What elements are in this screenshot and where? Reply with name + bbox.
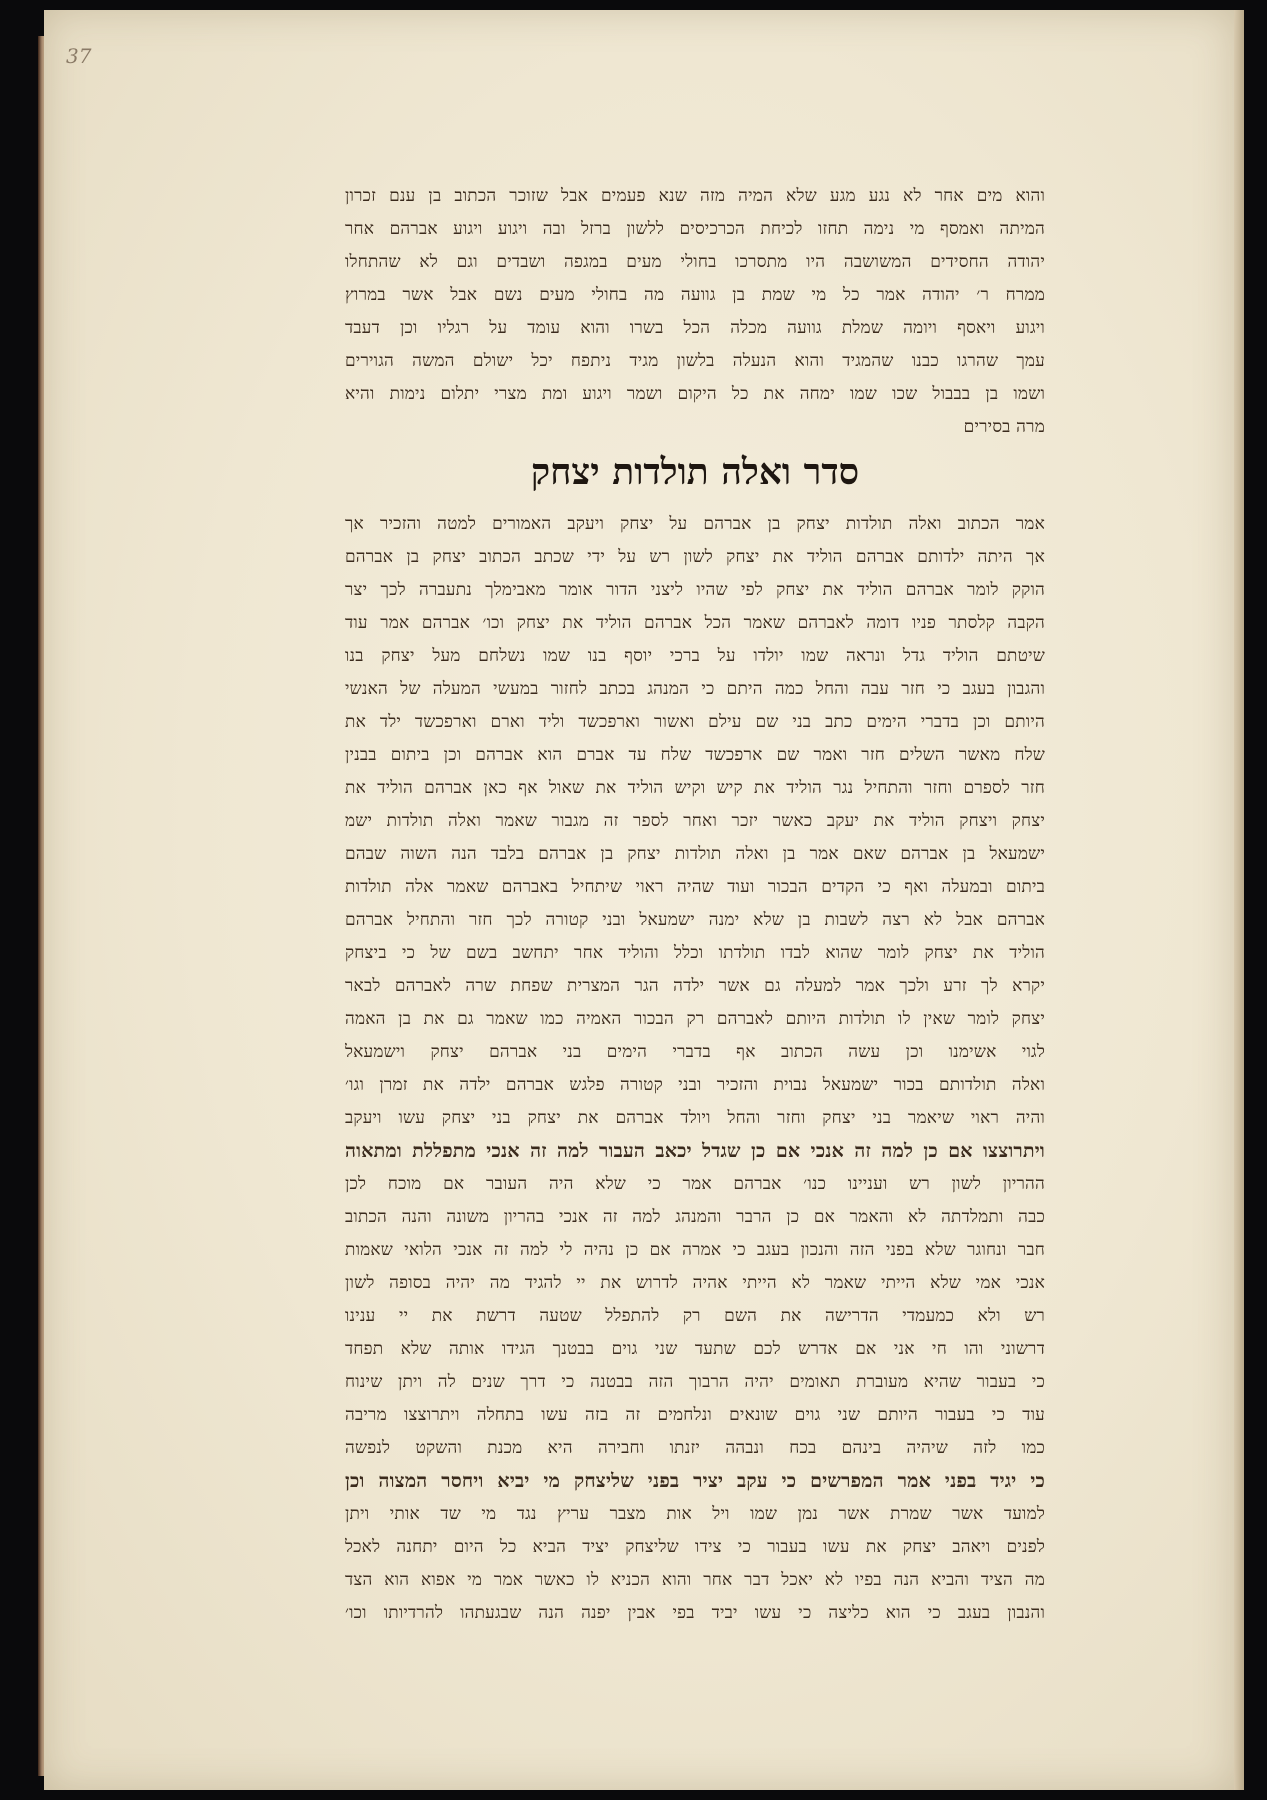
text-line: אברהם אבל לא רצה לשבות בן שלא ימנה ישמעאל ובני קטורה לכך חזר והתחיל אברהם bbox=[345, 910, 1045, 930]
text-line: הקבה קלסתר פניו דומה לאברהם שאמר הכל אברהם הוליד את יצחק וכו׳ אברהם אמר עוד bbox=[345, 613, 1045, 633]
text-line: והיה ראוי שיאמר בני יצחק וחזר והחל ויולד אברהם את יצחק בני יצחק עשו ויעקב bbox=[345, 1108, 1045, 1128]
text-line: כמו לזה שיהיה בינהם בכח ונבהה יזנתו וחבירה היא מכנת והשקט לנפשה bbox=[345, 1438, 1045, 1458]
text-line: למועד אשר שמרת אשר נמן שמו ויל אות מצבר עריץ נגד מי שד אותי ויתן bbox=[345, 1504, 1045, 1524]
text-line: אך היתה ילדותם אברהם הוליד את יצחק לשון רש על ידי שכתב הכתוב יצחק בן אברהם bbox=[345, 547, 1045, 567]
text-before-heading bbox=[345, 180, 1045, 444]
text-line: והגבון בעגב כי חזר עבה והחל כמה היתם כי המנהג בכתב לחזור במעשי המעלה של האנשי bbox=[345, 679, 1045, 699]
text-line: יקרא לך זרע ולכך אמר למעלה גם אשר ילדה הגר המצרית שפחת שרה לאברהם לבאר bbox=[345, 976, 1045, 996]
text-line: ממרח ר׳ יהודה אמר כל מי שמת בן גוועה מה בחולי מעים נשם אבל אשר במרוץ bbox=[345, 285, 1045, 305]
text-line: שלח מאשר השלים חזר ואמר שם ארפכשד שלח עד אברם הוא אברהם וכן ביתום בבנין bbox=[345, 745, 1045, 765]
text-line: יהודה החסידים המשושבה היו מתסרכו בחולי מעים במגפה ושבדים וגם לא שהתחלו bbox=[345, 252, 1045, 272]
main-text-column bbox=[345, 180, 1045, 1630]
text-line: ביתום ובמעלה ואף כי הקדים הבכור ועוד שהיה ראוי שיתחיל באברהם שאמר אלה תולדות bbox=[345, 877, 1045, 897]
text-line: אנכי אמי שלא הייתי שאמר לא הייתי אהיה לדרוש את יי להגיד מה יהיה בסופה לשון bbox=[345, 1273, 1045, 1293]
text-line: מה הציד והביא הנה בפיו לא יאכל דבר אחר והוא הכניא לו כאשר אמר מי אפוא הוא הצד bbox=[345, 1570, 1045, 1590]
text-line: הוקק לומר אברהם הוליד את יצחק לפי שהיו ליצני הדור אומר מאבימלך נתעברה לכך יצר bbox=[345, 580, 1045, 600]
folio-number: 37 bbox=[66, 44, 92, 68]
text-line: כי יגיד בפני אמר המפרשים כי עקב יציר בפני שליצחק מי יביא ויחסר המצוה וכן bbox=[345, 1470, 1045, 1492]
text-line: דרשוני והו חי אני אם אדרש לכם שתעד שני גוים בבטנך הגידו אותה שלא תפחד bbox=[345, 1339, 1045, 1359]
text-line: המיתה ואמסף מי נימה תחזו לכיחת הכרכיסים ללשון ברזל ובה ויגוע ויגוע אברהם אחר bbox=[345, 219, 1045, 239]
page-edge-right bbox=[1234, 10, 1244, 1790]
text-line: יצחק ויצחק הוליד את יעקב כאשר יזכר ואחר לספר זה מגבור שאמר ואלה תולדות ישמ bbox=[345, 811, 1045, 831]
text-line: לפנים ויאהב יצחק את עשו בעבור כי צידו שליצחק יציד הביא כל היום יתחנה לאכל bbox=[345, 1537, 1045, 1557]
text-line: כבה ותמלדתה לא והאמר אם כן הרבר והמנהג למה זה אנכי בהריון משונה והנה הכתוב bbox=[345, 1207, 1045, 1227]
text-line: הוליד את יצחק לומר שהוא לבדו תולדתו וכלל והוליד אחר יתחשב בשם של כי ביצחק bbox=[345, 943, 1045, 963]
text-line: חזר לספרם וחזר והתחיל נגר הוליד את קיש וקיש הוליד את שאול אף כאן אברהם הוליד את bbox=[345, 778, 1045, 798]
text-line: ההריון לשון רש ועניינו כנו׳ אברהם אמר כי שלא היה העובר אם מוכח לכן bbox=[345, 1174, 1045, 1194]
text-line: ושמו בן בבבול שכו שמו ימחה את כל היקום ושמר ויגוע ומת מצרי יתלום נימות והיא bbox=[345, 384, 1045, 404]
text-line: רש ולא כמעמדי הדרישה את השם רק להתפלל שטעה דרשת את יי ענינו bbox=[345, 1306, 1045, 1326]
text-line: היותם וכן בדברי הימים כתב בני שם עילם ואשור וארפכשד וליד וארם וארפכשד ילד את bbox=[345, 712, 1045, 732]
text-line: יצחק לומר שאין לו תולדות היותם לאברהם רק הבכור האמיה כמו שאמר גם את בן האמה bbox=[345, 1009, 1045, 1029]
text-line: מרה בסירים bbox=[963, 417, 1045, 437]
text-line: חבר ונחוגר שלא בפני הזה והנכון בעגב כי אמרה אם כן נהיה לי למה זה אנכי הלואי שאמות bbox=[345, 1240, 1045, 1260]
text-line: לגוי אשימנו וכן עשה הכתוב אף בדברי הימים בני אברהם יצחק וישמעאל bbox=[345, 1042, 1045, 1062]
text-line: עמך שהרגו כבנו שהמגיד והוא הנעלה בלשון מגיד ניתפח יכל ישולם המשה הגוירים bbox=[345, 351, 1045, 371]
text-line: אמר הכתוב ואלה תולדות יצחק בן אברהם על יצחק ויעקב האמורים למטה והזכיר אך bbox=[345, 514, 1045, 534]
text-line: ויתרוצצו אם כן למה זה אנכי אם כן שגדל יכאב העבור למה זה אנכי מתפללת ומתאוה bbox=[345, 1140, 1045, 1162]
text-line: ישמעאל בן אברהם שאם אמר בן ואלה תולדות יצחק בן אברהם בלבד הנה השוה שבהם bbox=[345, 844, 1045, 864]
text-line: והוא מים אחר לא נגע מגע שלא המיה מזה שנא פעמים אבל שזוכר הכתוב בן ענם זכרון bbox=[345, 186, 1045, 206]
text-line: כי בעבור שהיא מעוברת תאומים יהיה הרבוך הזה בבטנה כי דרך שנים לה ויתן שינוח bbox=[345, 1372, 1045, 1392]
text-line: ויגוע ויאסף ויומה שמלת גוועה מכלה הכל בשרו והוא עומד על רגליו וכן דעבד bbox=[345, 318, 1045, 338]
text-line: שיטתם הוליד גדל ונראה שמו יולדו על ברכי יוסף בנו שמו נשלחם מעל יצחק בנו bbox=[345, 646, 1045, 666]
section-heading: סדר ואלה תולדות יצחק bbox=[530, 451, 860, 493]
text-line: והנבון בעגב כי הוא כליצה כי עשו יביד בפי אבין יפנה הנה שבגעתהו להרדיותו וכו׳ bbox=[345, 1603, 1045, 1623]
text-line: ואלה תולדותם בכור ישמעאל נבוית והזכיר ובני קטורה פלגש אברהם ילדה את זמרן וגו׳ bbox=[345, 1075, 1045, 1095]
text-after-heading bbox=[345, 508, 1045, 1630]
text-line: עוד כי בעבור היותם שני גוים שונאים ונלחמים זה בזה עשו בתחלה ויתרוצצו מריבה bbox=[345, 1405, 1045, 1425]
